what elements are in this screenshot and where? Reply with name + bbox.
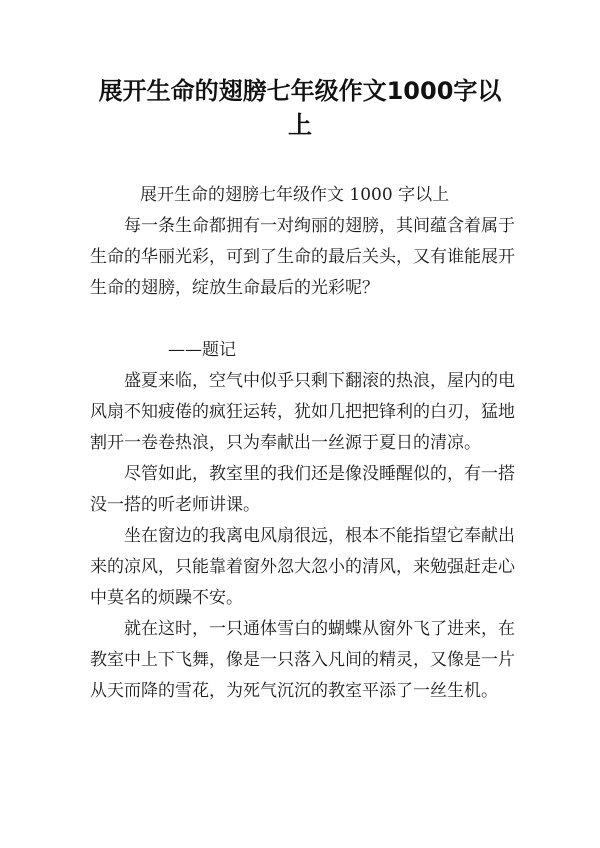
body-paragraph-1: 盛夏来临，空气中似乎只剩下翻滚的热浪，屋内的电风扇不知疲倦的疯狂运转，犹如几把把锋利的白刃，猛地割开一卷卷热浪，只为奉献出一丝源于夏日的清凉。 <box>90 371 515 453</box>
body-paragraph-4: 就在这时，一只通体雪白的蝴蝶从窗外飞了进来，在教室中上下飞舞，像是一只落入凡间的精灵，又像是一片从天而降的雪花，为死气沉沉的教室平添了一丝生机。 <box>90 619 515 701</box>
document-title: 展开生命的翅膀七年级作文1000字以上 <box>98 77 502 139</box>
intro-paragraph: 每一条生命都拥有一对绚丽的翅膀，其间蕴含着属于生命的华丽光彩，可到了生命的最后关头，又有谁能展开生命的翅膀，绽放生命最后的光彩呢？ <box>90 216 515 298</box>
body-paragraph-3: 坐在窗边的我离电风扇很远，根本不能指望它奉献出来的凉风，只能靠着窗外忽大忽小的清风，来勉强赶走心中莫名的烦躁不安。 <box>90 526 515 608</box>
body-paragraph-2: 尽管如此，教室里的我们还是像没睡醒似的，有一搭没一搭的听老师讲课。 <box>90 464 515 515</box>
epigraph: ——题记 <box>168 340 236 360</box>
document-body <box>90 180 520 707</box>
document-subtitle: 展开生命的翅膀七年级作文 1000 字以上 <box>140 185 450 205</box>
